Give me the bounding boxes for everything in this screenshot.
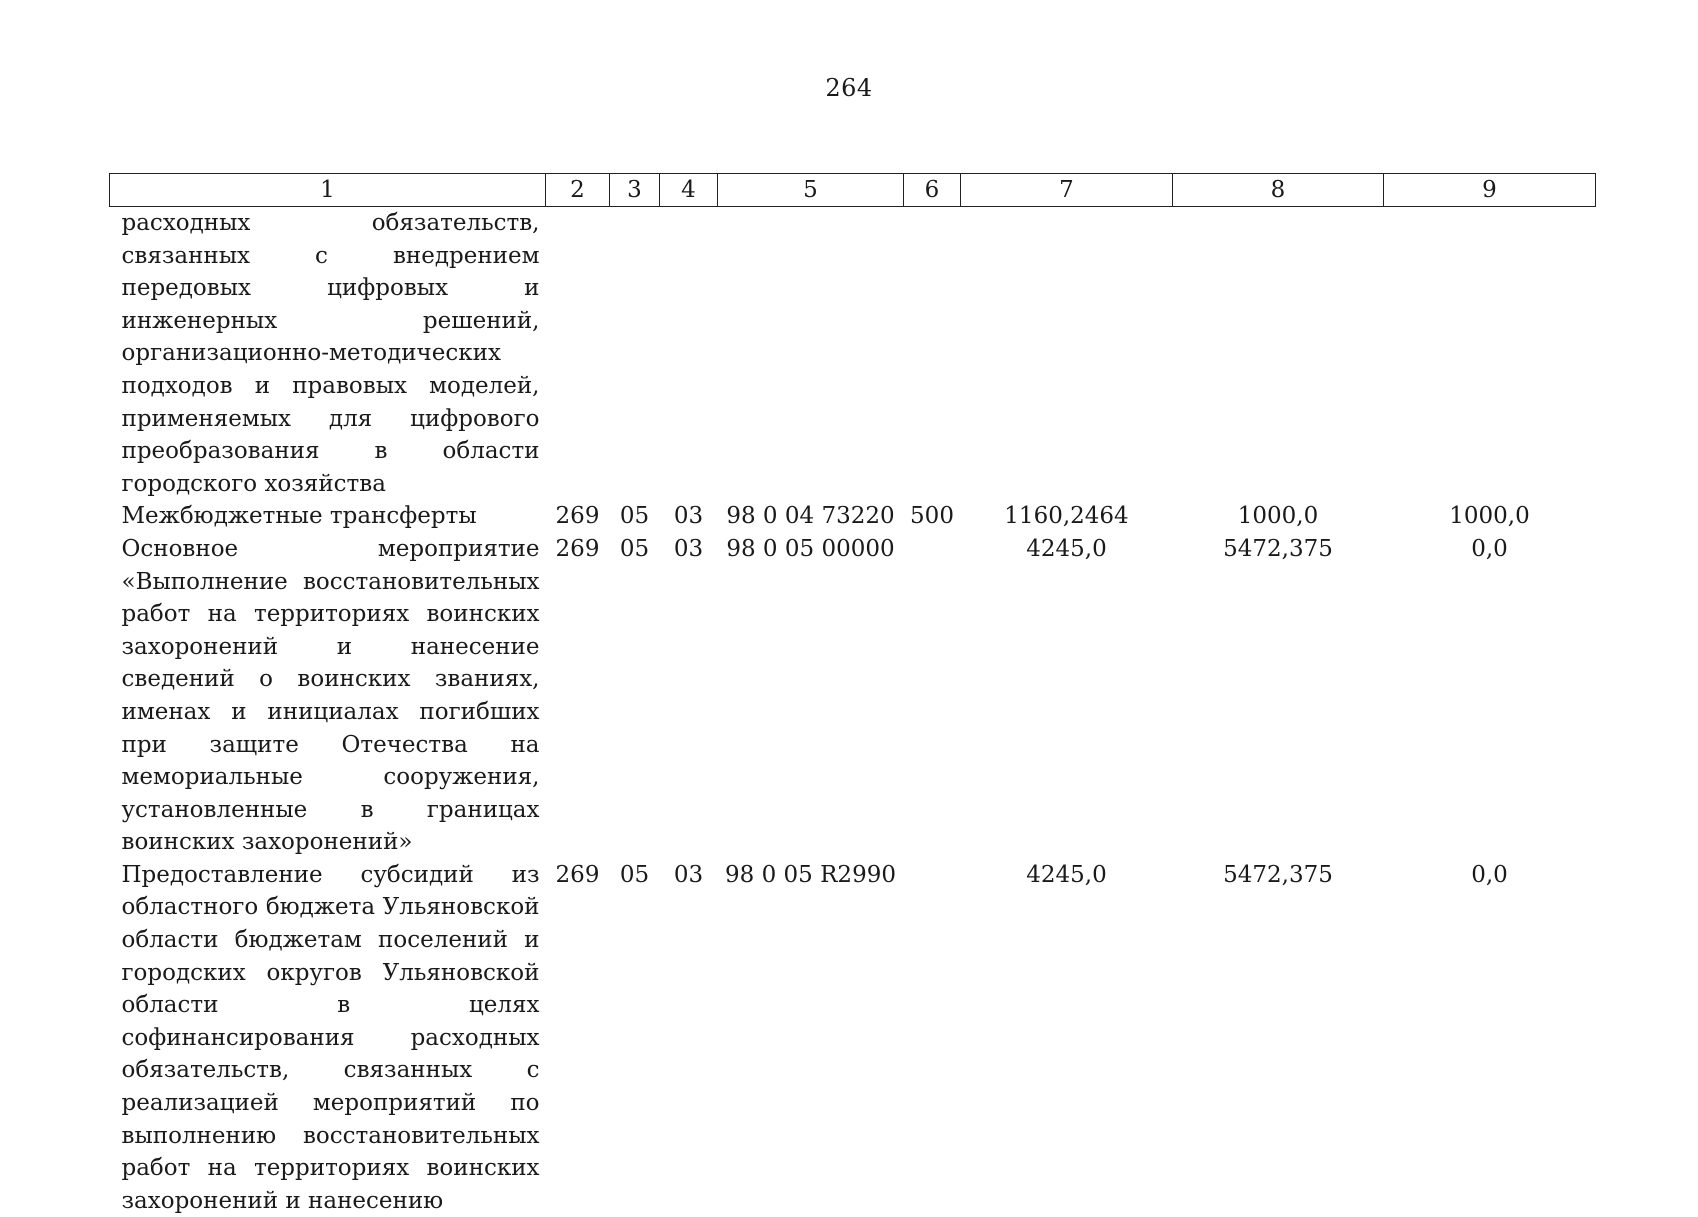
row-col-5: 98 0 04 73220 [718, 500, 904, 533]
row-col-4 [660, 207, 718, 501]
header-col-6: 6 [904, 174, 961, 207]
row-col-3 [610, 207, 660, 501]
row-col-9: 1000,0 [1384, 500, 1596, 533]
table-row [110, 533, 1596, 859]
row-col-2: 269 [546, 500, 610, 533]
row-col-5 [718, 207, 904, 501]
row-col-2: 269 [546, 533, 610, 859]
header-col-8: 8 [1173, 174, 1384, 207]
row-col-5: 98 0 05 R2990 [718, 859, 904, 1217]
row-col-8: 5472,375 [1173, 533, 1384, 859]
row-col-6 [904, 533, 961, 859]
table-header [110, 174, 1596, 207]
row-name: Предоставление субсидий из областного бюджета Ульяновской области бюджетам поселений и городских округов Ульяновской области в целях софинансирования расходных обязательств, связанных с реализацией мероприятий по выполнению восстановительных работ на территориях воинских захоронений и нанесению [110, 859, 546, 1217]
header-col-7: 7 [961, 174, 1173, 207]
row-col-4: 03 [660, 500, 718, 533]
page-number: 264 [0, 74, 1698, 102]
row-col-6 [904, 207, 961, 501]
row-col-2: 269 [546, 859, 610, 1217]
row-col-9: 0,0 [1384, 859, 1596, 1217]
row-col-9: 0,0 [1384, 533, 1596, 859]
row-col-7: 1160,2464 [961, 500, 1173, 533]
row-name: Основное мероприятие «Выполнение восстановительных работ на территориях воинских захоронений и нанесение сведений о воинских званиях, именах и инициалах погибших при защите Отечества на мемориальные сооружения, установленные в границах воинских захоронений» [110, 533, 546, 859]
row-col-3: 05 [610, 500, 660, 533]
table-row [110, 207, 1596, 501]
row-col-3: 05 [610, 859, 660, 1217]
row-col-7 [961, 207, 1173, 501]
row-col-8 [1173, 207, 1384, 501]
row-col-4: 03 [660, 859, 718, 1217]
row-col-8: 5472,375 [1173, 859, 1384, 1217]
budget-table [109, 173, 1596, 1217]
header-col-4: 4 [660, 174, 718, 207]
row-col-7: 4245,0 [961, 533, 1173, 859]
table-row [110, 500, 1596, 533]
row-col-5: 98 0 05 00000 [718, 533, 904, 859]
header-col-9: 9 [1384, 174, 1596, 207]
row-col-2 [546, 207, 610, 501]
row-col-3: 05 [610, 533, 660, 859]
row-col-8: 1000,0 [1173, 500, 1384, 533]
header-col-2: 2 [546, 174, 610, 207]
header-col-1: 1 [110, 174, 546, 207]
header-col-3: 3 [610, 174, 660, 207]
row-col-6 [904, 859, 961, 1217]
row-name: Межбюджетные трансферты [110, 500, 546, 533]
row-col-4: 03 [660, 533, 718, 859]
row-col-9 [1384, 207, 1596, 501]
header-col-5: 5 [718, 174, 904, 207]
table-body [110, 207, 1596, 1217]
row-col-6: 500 [904, 500, 961, 533]
row-name: расходных обязательств, связанных с внедрением передовых цифровых и инженерных решений, организационно-методических подходов и правовых моделей, применяемых для цифрового преобразования в области городского хозяйства [110, 207, 546, 501]
table-row [110, 859, 1596, 1217]
row-col-7: 4245,0 [961, 859, 1173, 1217]
header-row [110, 174, 1596, 207]
